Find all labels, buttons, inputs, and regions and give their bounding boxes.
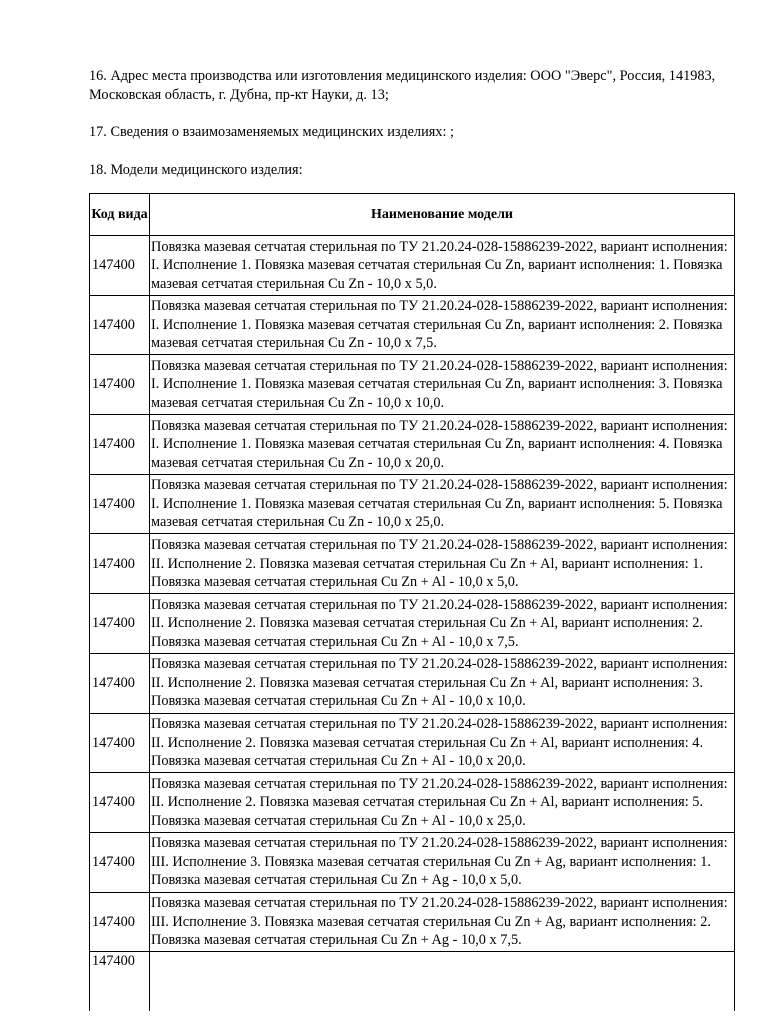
row-code: 147400 (90, 713, 150, 773)
table-row (90, 236, 735, 296)
table-row (90, 832, 735, 892)
table-row (90, 534, 735, 594)
table-row (90, 355, 735, 415)
row-name: Повязка мазевая сетчатая стерильная по ТУ 21.20.24-028-15886239-2022, вариант исполнения: II. Исполнение 2. Повязка мазевая сетчатая стерильная Cu Zn + Al, вариант исполнения: 2. Повязка мазевая сетчатая стерильная Cu Zn + Al - 10,0 х 7,5. (150, 594, 735, 654)
section-18-models-heading: 18. Модели медицинского изделия: (89, 162, 303, 178)
row-name: Повязка мазевая сетчатая стерильная по ТУ 21.20.24-028-15886239-2022, вариант исполнения: II. Исполнение 2. Повязка мазевая сетчатая стерильная Cu Zn + Al, вариант исполнения: 4. Повязка мазевая сетчатая стерильная Cu Zn + Al - 10,0 х 20,0. (150, 713, 735, 773)
table-row (90, 474, 735, 534)
row-name: Повязка мазевая сетчатая стерильная по ТУ 21.20.24-028-15886239-2022, вариант исполнения: I. Исполнение 1. Повязка мазевая сетчатая стерильная Cu Zn, вариант исполнения: 1. Повязка мазевая сетчатая стерильная Cu Zn - 10,0 х 5,0. (150, 236, 735, 296)
row-name: Повязка мазевая сетчатая стерильная по ТУ 21.20.24-028-15886239-2022, вариант исполнения: I. Исполнение 1. Повязка мазевая сетчатая стерильная Cu Zn, вариант исполнения: 3. Повязка мазевая сетчатая стерильная Cu Zn - 10,0 х 10,0. (150, 355, 735, 415)
row-code: 147400 (90, 832, 150, 892)
section-17-interchangeable: 17. Сведения о взаимозаменяемых медицинских изделиях: ; (89, 124, 454, 140)
table-row (90, 713, 735, 773)
row-code: 147400 (90, 236, 150, 296)
row-name: Повязка мазевая сетчатая стерильная по ТУ 21.20.24-028-15886239-2022, вариант исполнения: I. Исполнение 1. Повязка мазевая сетчатая стерильная Cu Zn, вариант исполнения: 4. Повязка мазевая сетчатая стерильная Cu Zn - 10,0 х 20,0. (150, 415, 735, 475)
row-name: Повязка мазевая сетчатая стерильная по ТУ 21.20.24-028-15886239-2022, вариант исполнения: II. Исполнение 2. Повязка мазевая сетчатая стерильная Cu Zn + Al, вариант исполнения: 1. Повязка мазевая сетчатая стерильная Cu Zn + Al - 10,0 х 5,0. (150, 534, 735, 594)
table-row (90, 295, 735, 355)
table-row (90, 773, 735, 833)
row-code: 147400 (90, 415, 150, 475)
row-name: Повязка мазевая сетчатая стерильная по ТУ 21.20.24-028-15886239-2022, вариант исполнения: II. Исполнение 2. Повязка мазевая сетчатая стерильная Cu Zn + Al, вариант исполнения: 3. Повязка мазевая сетчатая стерильная Cu Zn + Al - 10,0 х 10,0. (150, 653, 735, 713)
row-code: 147400 (90, 952, 150, 1012)
row-code: 147400 (90, 474, 150, 534)
row-name: Повязка мазевая сетчатая стерильная по ТУ 21.20.24-028-15886239-2022, вариант исполнения: II. Исполнение 2. Повязка мазевая сетчатая стерильная Cu Zn + Al, вариант исполнения: 5. Повязка мазевая сетчатая стерильная Cu Zn + Al - 10,0 х 25,0. (150, 773, 735, 833)
table-row (90, 952, 735, 1012)
table-row (90, 653, 735, 713)
row-code: 147400 (90, 594, 150, 654)
section-16-address: 16. Адрес места производства или изготовления медицинского изделия: ООО "Эверс", Россия, 141983, Московская область, г. Дубна, пр-кт Науки, д. 13; (89, 68, 716, 103)
table-row (90, 415, 735, 475)
row-name (150, 952, 735, 1012)
row-code: 147400 (90, 892, 150, 952)
row-name: Повязка мазевая сетчатая стерильная по ТУ 21.20.24-028-15886239-2022, вариант исполнения: I. Исполнение 1. Повязка мазевая сетчатая стерильная Cu Zn, вариант исполнения: 5. Повязка мазевая сетчатая стерильная Cu Zn - 10,0 х 25,0. (150, 474, 735, 534)
row-code: 147400 (90, 653, 150, 713)
row-code: 147400 (90, 295, 150, 355)
row-name: Повязка мазевая сетчатая стерильная по ТУ 21.20.24-028-15886239-2022, вариант исполнения: I. Исполнение 1. Повязка мазевая сетчатая стерильная Cu Zn, вариант исполнения: 2. Повязка мазевая сетчатая стерильная Cu Zn - 10,0 х 7,5. (150, 295, 735, 355)
row-code: 147400 (90, 534, 150, 594)
row-name: Повязка мазевая сетчатая стерильная по ТУ 21.20.24-028-15886239-2022, вариант исполнения: III. Исполнение 3. Повязка мазевая сетчатая стерильная Cu Zn + Ag, вариант исполнения: 1. Повязка мазевая сетчатая стерильная Cu Zn + Ag - 10,0 х 5,0. (150, 832, 735, 892)
row-code: 147400 (90, 773, 150, 833)
header-name: Наименование модели (150, 194, 735, 236)
table-row (90, 594, 735, 654)
row-name: Повязка мазевая сетчатая стерильная по ТУ 21.20.24-028-15886239-2022, вариант исполнения: III. Исполнение 3. Повязка мазевая сетчатая стерильная Cu Zn + Ag, вариант исполнения: 2. Повязка мазевая сетчатая стерильная Cu Zn + Ag - 10,0 х 7,5. (150, 892, 735, 952)
table-header-row (90, 194, 735, 236)
table-row (90, 892, 735, 952)
models-table (89, 193, 735, 1011)
header-code: Код вида (90, 194, 150, 236)
row-code: 147400 (90, 355, 150, 415)
